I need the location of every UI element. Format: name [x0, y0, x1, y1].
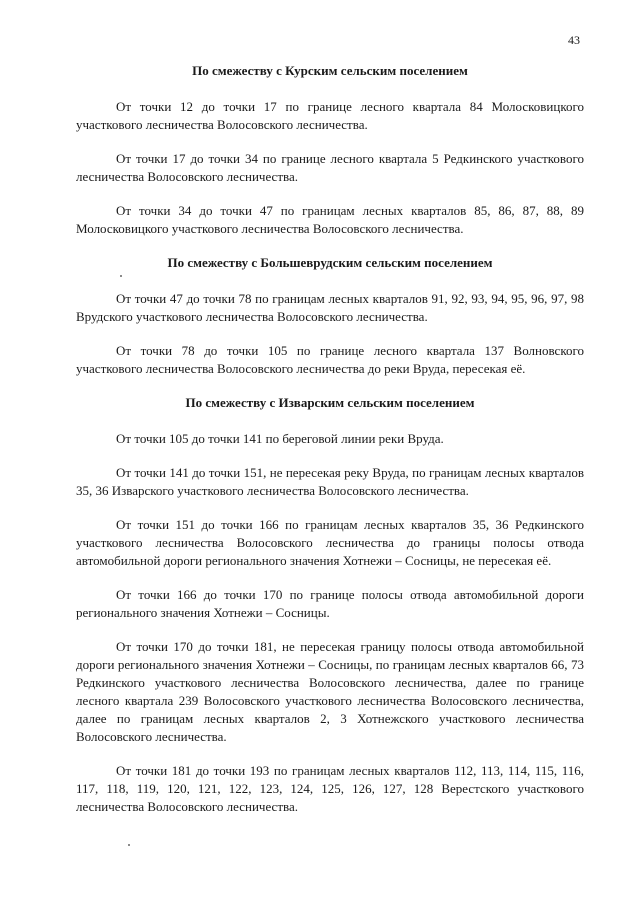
section-izvara — [76, 394, 584, 816]
paragraph: От точки 170 до точки 181, не пересекая границу полосы отвода автомобильной дороги регионального значения Хотнежи – Сосницы, по границам лесных кварталов 66, 73 Редкинского участкового лесничества Волосовского лесничества, далее по границе лесного квартала 239 Волосовского участкового лесничества Волосовского лесничества, далее по границам лесных кварталов 2, 3 Хотнежского участкового лесничества Волосовского лесничества. — [76, 639, 584, 744]
section-heading: По смежеству с Большеврудским сельским поселением — [167, 255, 493, 270]
section-heading: По смежеству с Изварским сельским поселением — [185, 395, 475, 410]
scan-speck — [120, 275, 122, 277]
scan-speck — [128, 844, 130, 846]
paragraph: От точки 166 до точки 170 по границе полосы отвода автомобильной дороги регионального значения Хотнежи – Сосницы. — [76, 587, 584, 620]
paragraph: От точки 34 до точки 47 по границам лесных кварталов 85, 86, 87, 88, 89 Молосковицкого участкового лесничества Волосовского лесничества. — [76, 203, 584, 236]
paragraph: От точки 105 до точки 141 по береговой линии реки Вруда. — [116, 431, 444, 446]
section-bolshevrud — [76, 254, 584, 378]
paragraph: От точки 78 до точки 105 по границе лесного квартала 137 Волновского участкового лесничества Волосовского лесничества до реки Вруда, пересекая её. — [76, 343, 584, 376]
section-heading: По смежеству с Курским сельским поселением — [192, 63, 468, 78]
paragraph: От точки 181 до точки 193 по границам лесных кварталов 112, 113, 114, 115, 116, 117, 118, 119, 120, 121, 122, 123, 124, 125, 126, 127, 128 Верестского участкового лесничества Волосовского лесничества. — [76, 763, 584, 814]
page-number: 43 — [568, 33, 580, 47]
section-kursk — [76, 62, 584, 238]
document-body — [76, 62, 584, 832]
paragraph: От точки 17 до точки 34 по границе лесного квартала 5 Редкинского участкового лесничества Волосовского лесничества. — [76, 151, 584, 184]
paragraph: От точки 12 до точки 17 по границе лесного квартала 84 Молосковицкого участкового лесничества Волосовского лесничества. — [76, 99, 584, 132]
paragraph: От точки 151 до точки 166 по границам лесных кварталов 35, 36 Редкинского участкового лесничества Волосовского лесничества до границы полосы отвода автомобильной дороги регионального значения Хотнежи – Сосницы, не пересекая её. — [76, 517, 584, 568]
paragraph: От точки 141 до точки 151, не пересекая реку Вруда, по границам лесных кварталов 35, 36 Изварского участкового лесничества Волосовского лесничества. — [76, 465, 584, 498]
paragraph: От точки 47 до точки 78 по границам лесных кварталов 91, 92, 93, 94, 95, 96, 97, 98 Врудского участкового лесничества Волосовского лесничества. — [76, 291, 584, 324]
